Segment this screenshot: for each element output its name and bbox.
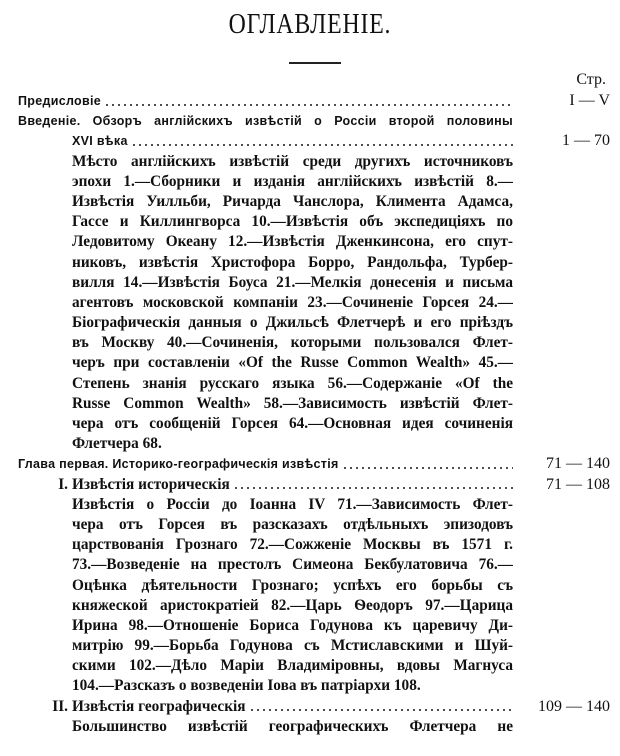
summary-text: Оцѣнка дѣятельности Грознаго; успѣхъ его борьбы съ	[72, 576, 513, 594]
toc-entry-chapter1	[0, 454, 620, 474]
toc-section-2	[0, 697, 620, 717]
entry-pages: 71 — 108	[546, 475, 610, 493]
summary-text: вилля 14.—Извѣстія Боуса 21.—Мелкія донесенія и письма	[72, 273, 513, 291]
toc-entry-preface	[0, 91, 620, 111]
toc-entry-intro	[0, 111, 620, 131]
entry-pages: I — V	[569, 92, 610, 109]
summary-text: 104.—Разсказъ о возведеніи Іова въ патріархи 108.	[72, 677, 421, 695]
dot-leader	[131, 144, 513, 146]
summary-line	[0, 656, 620, 676]
section-number: I.	[58, 475, 68, 493]
summary-line	[0, 394, 620, 414]
title-divider	[289, 62, 341, 64]
summary-line	[0, 232, 620, 252]
summary-text: Большинство извѣстій географическихъ Флетчера не	[72, 717, 513, 735]
summary-line	[0, 152, 620, 172]
summary-line	[0, 596, 620, 616]
summary-text: Мѣсто англійскихъ извѣстій среди другихъ источниковъ	[72, 152, 513, 170]
summary-text: княжеской аристократіей 82.—Царь Ѳеодоръ 97.—Царица	[72, 596, 513, 614]
entry-label: Глава первая. Историко-географическія извѣстія	[18, 457, 339, 472]
dot-leader	[342, 467, 513, 469]
summary-line	[0, 616, 620, 636]
summary-text: царствованія Грознаго 72.—Сожженіе Москвы въ 1571 г.	[72, 536, 513, 554]
entry-pages: 109 — 140	[538, 697, 610, 715]
dot-leader	[233, 487, 513, 489]
summary-line	[0, 676, 620, 696]
summary-text: Извѣстія о Россіи до Іоанна IV 71.—Зависимость Флет-	[72, 495, 513, 513]
summary-text: черъ при составленіи «Of the Russe Common Wealth» 45.—	[72, 354, 513, 372]
toc-entry-intro-cont	[0, 131, 620, 151]
section-label: Извѣстія географическія	[72, 697, 246, 715]
entry-pages: 1 — 70	[562, 132, 610, 150]
entry-label: Введеніе. Обзоръ англійскихъ извѣстій о Россіи второй половины	[18, 114, 513, 129]
summary-text: агентовъ московской компаніи 23.—Сочиненіе Горсея 24.—	[72, 293, 513, 311]
section-label: Извѣстія историческія	[72, 475, 230, 493]
table-of-contents	[0, 91, 620, 737]
summary-text: никовъ, извѣстія Христофора Борро, Рандольфа, Турбер-	[72, 253, 513, 271]
summary-text: въ Москву 40.—Сочиненія, которыми пользовался Флет-	[72, 334, 513, 352]
summary-line	[0, 374, 620, 394]
entry-pages: 71 — 140	[546, 455, 610, 473]
summary-line	[0, 353, 620, 373]
summary-line	[0, 273, 620, 293]
summary-line	[0, 414, 620, 434]
dot-leader	[249, 709, 513, 711]
summary-line	[0, 293, 620, 313]
dot-leader	[104, 104, 513, 106]
summary-text: Флетчера 68.	[72, 435, 162, 453]
summary-text: Біографическія данныя о Джильсѣ Флетчерѣ и его пріѣздъ	[72, 314, 513, 332]
summary-text: Russe Common Wealth» 58.—Зависимость извѣстій Флет-	[72, 394, 513, 412]
summary-line	[0, 172, 620, 192]
summary-line	[0, 212, 620, 232]
summary-line	[0, 535, 620, 555]
summary-text: скими 102.—Дѣло Маріи Владиміровны, вдовы Магнуса	[72, 657, 513, 675]
summary-line	[0, 333, 620, 353]
summary-line	[0, 576, 620, 596]
summary-text: чера отъ сообщеній Горсея 64.—Основная идея сочиненія	[72, 415, 513, 432]
summary-text: чера отъ Горсея въ разсказахъ отдѣльныхъ эпизодовъ	[72, 515, 513, 533]
summary-text: Извѣстія Уилльби, Ричарда Чанслора, Климента Адамса,	[72, 192, 513, 210]
summary-line	[0, 636, 620, 656]
summary-text: эпохи 1.—Сборники и изданія англійскихъ извѣстій 8.—	[72, 172, 513, 190]
summary-line	[0, 192, 620, 212]
summary-line	[0, 515, 620, 535]
summary-text: митрію 99.—Борьба Годунова съ Мстиславскими и Шуй-	[72, 637, 513, 655]
summary-line	[0, 555, 620, 575]
summary-line	[0, 495, 620, 515]
summary-text: Степень знанія русскаго языка 56.—Содержаніе «Of the	[72, 374, 513, 392]
summary-text: Ледовитому Океану 12.—Извѣстія Дженкинсона, его спут-	[72, 233, 513, 251]
entry-label: Предисловіе	[18, 94, 101, 108]
summary-text: Гассе и Киллингворса 10.—Извѣстія объ экспедиціяхъ по	[72, 213, 513, 231]
entry-label: XVI вѣка	[72, 134, 128, 149]
summary-line	[0, 717, 620, 737]
summary-text: Ирина 98.—Отношеніе Бориса Годунова къ царевичу Ди-	[72, 616, 513, 634]
summary-line	[0, 434, 620, 454]
summary-text: 73.—Возведеніе на престолъ Симеона Бекбулатовича 76.—	[72, 556, 513, 574]
summary-line	[0, 253, 620, 273]
summary-line	[0, 313, 620, 333]
page-column-header: Стр.	[576, 71, 606, 88]
section-number: II.	[52, 697, 68, 715]
toc-section-1	[0, 475, 620, 495]
page-title: ОГЛАВЛЕНІЕ.	[228, 8, 392, 40]
